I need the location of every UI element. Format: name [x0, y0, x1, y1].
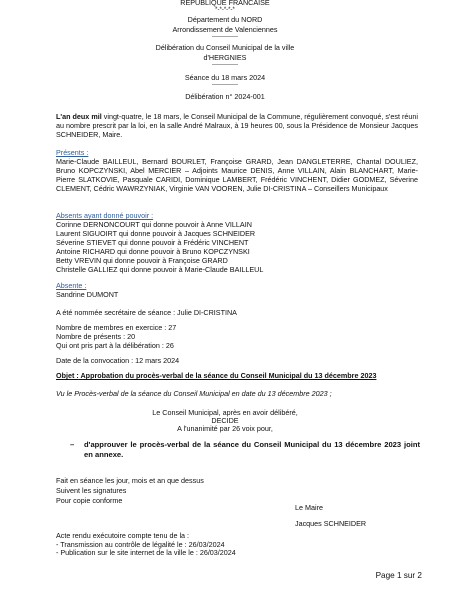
absente-label: Absente :	[56, 281, 87, 290]
resolution-text: d'approuver le procès-verbal de la séance du Conseil Municipal du 13 décembre 2023 joint en annexe.	[84, 440, 420, 459]
executoire-line-1: Acte rendu exécutoire compte tenu de la :	[56, 531, 190, 540]
vu-line: Vu le Procès-verbal de la séance du Conseil Municipal en date du 13 décembre 2023 ;	[56, 389, 332, 398]
list-item: Betty VREVIN qui donne pouvoir à Françoise GRARD	[56, 256, 228, 265]
arrondissement-line: Arrondissement de Valenciennes	[172, 25, 278, 34]
page-number: Page 1 sur 2	[375, 571, 422, 580]
list-item: Laurent SIGUOIRT qui donne pouvoir à Jacques SCHNEIDER	[56, 229, 256, 238]
absente-name: Sandrine DUMONT	[56, 290, 119, 299]
closing-line-3: Pour copie conforme	[56, 496, 123, 505]
objet-line	[56, 371, 376, 380]
intro-text: vingt-quatre, le 18 mars, le Conseil Municipal de la Commune, régulièrement convoqué, s'est réuni au nombre prescrit par la loi, en la salle André Malraux, à 19 heures 00, sous la Présidence de Monsieur Jacques SCHNEIDER, Maire.	[56, 112, 418, 139]
secretaire-line: A été nommée secrétaire de séance : Julie DI-CRISTINA	[56, 308, 237, 317]
bullet-dash: –	[70, 440, 75, 449]
presents-label: Présents :	[56, 148, 89, 157]
decision-line-3: A l'unanimité par 26 voix pour,	[177, 424, 273, 433]
header-stars: *-*-*-*-*	[215, 7, 235, 13]
deliberation-number: Délibération n° 2024-001	[185, 92, 265, 101]
closing-line-2: Suivent les signatures	[56, 486, 127, 495]
deliberation-title: Délibération du Conseil Municipal de la ville	[155, 43, 295, 52]
executoire-line-2: - Transmission au contrôle de légalité le : 26/03/2024	[56, 540, 225, 549]
absents-pouvoir-label: Absents ayant donné pouvoir :	[56, 211, 154, 220]
count-exercice: Nombre de membres en exercice : 27	[56, 323, 177, 332]
header-separator: -------------	[212, 34, 238, 40]
objet-text: Approbation du procès-verbal de la séance du Conseil Municipal du 13 décembre 2023	[78, 371, 377, 380]
list-item: Christelle GALLIEZ qui donne pouvoir à Marie-Claude BAILLEUL	[56, 265, 264, 274]
executoire-line-3: - Publication sur le site internet de la ville le : 26/03/2024	[56, 548, 236, 557]
count-presents: Nombre de présents : 20	[56, 332, 136, 341]
list-item: Corinne DERNONCOURT qui donne pouvoir à Anne VILLAIN	[56, 220, 252, 229]
city-name: d'HERGNIES	[203, 53, 247, 62]
count-votants: Qui ont pris part à la délibération : 26	[56, 341, 174, 350]
republic-heading: REPUBLIQUE FRANCAISE	[180, 0, 270, 7]
decision-line-1: Le Conseil Municipal, après en avoir délibéré,	[152, 408, 298, 417]
intro-lead: L'an deux mil	[56, 112, 102, 121]
closing-line-1: Fait en séance les jour, mois et an que dessus	[56, 476, 204, 485]
seance-date: Séance du 18 mars 2024	[184, 73, 266, 82]
list-item: Antoine RICHARD qui donne pouvoir à Bruno KOPCZYNSKI	[56, 247, 250, 256]
list-item: Séverine STIEVET qui donne pouvoir à Frédéric VINCHENT	[56, 238, 249, 247]
convocation-date: Date de la convocation : 12 mars 2024	[56, 356, 180, 365]
objet-label: Objet :	[56, 371, 79, 380]
signature-name: Jacques SCHNEIDER	[295, 519, 367, 528]
decision-decide: DECIDE	[211, 416, 239, 425]
intro-paragraph	[56, 112, 418, 139]
signature-title: Le Maire	[295, 503, 323, 512]
department-line: Département du NORD	[187, 15, 263, 24]
presents-list: Marie-Claude BAILLEUL, Bernard BOURLET, Françoise GRARD, Jean DANGLETERRE, Chantal DOULIEZ, Bruno KOPCZYNSKI, Abel MERCIER – Adjoints Maurice DENIS, Anne VILLAIN, Alain BLANCHART, Marie-Pierre SLATKOVIE, Pasquale CARIDI, Dominique LAMBERT, Frédéric VINCHENT, Didier GODMEZ, Séverine CLEMENT, Cédric WAWRZYNIAK, Virginie VAN VOOREN, Julie DI-CRISTINA – Conseillers Municipaux	[56, 157, 418, 193]
header-separator: -------------	[212, 62, 238, 68]
header-separator: -------------	[212, 82, 238, 88]
